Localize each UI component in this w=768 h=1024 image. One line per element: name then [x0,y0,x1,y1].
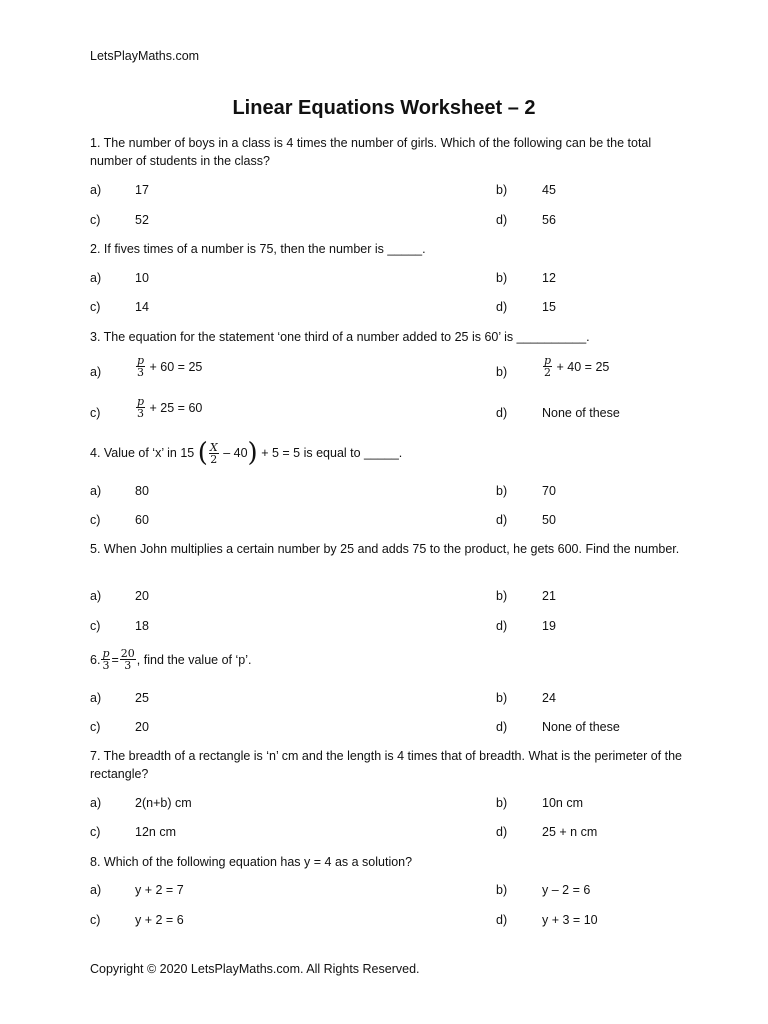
question-5-text: 5. When John multiplies a certain number by 25 and adds 75 to the product, he gets 600. Find the number. [90,542,680,556]
q4-option-d-label: d) [496,513,508,527]
q7-option-d-label: d) [496,825,508,839]
q2-option-d-value: 15 [542,300,556,314]
q3-option-b-label: b) [496,365,508,379]
question-7-text: 7. The breadth of a rectangle is ‘n’ cm and the length is 4 times that of breadth. What is the perimeter of the rectangle? [90,749,682,781]
q3-option-c-fraction: $\frac{p}{3}$ [137,395,145,420]
q2-option-a-value: 10 [135,271,149,285]
q2-option-b-label: b) [496,271,508,285]
q4-option-d-value: 50 [542,513,556,527]
q6-fraction-20: $\frac{20}{3}$ [120,647,135,672]
q3-option-a-fraction: $\frac{p}{3}$ [137,354,145,379]
q6-option-d-label: d) [496,720,508,734]
q4-option-a-label: a) [90,484,102,498]
q1-option-b-value: 45 [542,183,556,197]
q3-option-d-value: None of these [542,406,620,420]
q3-option-a-label: a) [90,365,102,379]
q6-option-d-value: None of these [542,720,620,734]
q7-option-b-value: 10n cm [542,796,583,810]
q6-fraction-p: $\frac{p}{3}$ [102,647,110,672]
q8-option-b-label: b) [496,883,508,897]
q1-option-a-label: a) [90,183,102,197]
q3-option-b-value: $\frac{p}{2}$ + 40 = 25 [544,354,610,379]
q7-option-c-value: 12n cm [135,825,176,839]
q4-option-b-label: b) [496,484,508,498]
q6-option-b-label: b) [496,691,508,705]
q3-option-a-value: $\frac{p}{3}$ + 60 = 25 [137,354,203,379]
q1-option-c-label: c) [90,213,101,227]
question-3-text: 3. The equation for the statement ‘one third of a number added to 25 is 60’ is __________. [90,330,590,344]
question-6-text: 6. $\frac{p}{3}$ = $\frac{20}{3}$ , find the value of ‘p’. [90,647,252,672]
q6-option-c-label: c) [90,720,101,734]
q2-option-c-label: c) [90,300,101,314]
q4-option-b-value: 70 [542,484,556,498]
q5-option-d-label: d) [496,619,508,633]
site-name: LetsPlayMaths.com [90,49,200,63]
q7-option-a-label: a) [90,796,102,810]
q5-option-c-value: 18 [135,619,149,633]
q2-option-c-value: 14 [135,300,149,314]
q8-option-c-value: y + 2 = 6 [135,913,184,927]
q1-option-d-label: d) [496,213,508,227]
q8-option-a-value: y + 2 = 7 [135,883,184,897]
question-2-text: 2. If fives times of a number is 75, then the number is _____. [90,242,426,256]
q6-option-c-value: 20 [135,720,149,734]
q8-option-b-value: y – 2 = 6 [542,883,591,897]
page-title: Linear Equations Worksheet – 2 [232,97,536,119]
q2-option-a-label: a) [90,271,102,285]
q5-option-a-label: a) [90,589,102,603]
q5-option-c-label: c) [90,619,101,633]
q3-option-c-label: c) [90,406,101,420]
q1-option-d-value: 56 [542,213,556,227]
q1-option-c-value: 52 [135,213,149,227]
q6-option-a-label: a) [90,691,102,705]
q3-option-b-fraction: $\frac{p}{2}$ [544,354,552,379]
q5-option-b-label: b) [496,589,508,603]
q8-option-a-label: a) [90,883,102,897]
copyright-footer: Copyright © 2020 LetsPlayMaths.com. All Rights Reserved. [90,962,420,976]
q8-option-d-value: y + 3 = 10 [542,913,598,927]
q3-option-d-label: d) [496,406,508,420]
q1-option-b-label: b) [496,183,508,197]
q7-option-a-value: 2(n+b) cm [135,796,192,810]
q8-option-d-label: d) [496,913,508,927]
q8-option-c-label: c) [90,913,101,927]
q2-option-b-value: 12 [542,271,556,285]
q6-option-a-value: 25 [135,691,149,705]
q5-option-d-value: 19 [542,619,556,633]
q7-option-b-label: b) [496,796,508,810]
q7-option-d-value: 25 + n cm [542,825,598,839]
q7-option-c-label: c) [90,825,101,839]
q4-option-c-label: c) [90,513,101,527]
q1-option-a-value: 17 [135,183,149,197]
q4-option-c-value: 60 [135,513,149,527]
question-4-text: 4. Value of ‘x’ in 15 ( $\frac{X}{2}$ – 40) + 5 = 5 is equal to _____. [90,438,403,468]
q5-option-b-value: 21 [542,589,556,603]
question-8-text: 8. Which of the following equation has y = 4 as a solution? [90,855,413,869]
q3-option-c-value: $\frac{p}{3}$ + 25 = 60 [137,395,203,420]
q4-fraction: $\frac{X}{2}$ [209,440,218,466]
q2-option-d-label: d) [496,300,508,314]
q5-option-a-value: 20 [135,589,149,603]
q6-option-b-value: 24 [542,691,556,705]
question-1-text: 1. The number of boys in a class is 4 times the number of girls. Which of the following can be the total number of students in the class? [90,136,652,168]
q4-option-a-value: 80 [135,484,149,498]
